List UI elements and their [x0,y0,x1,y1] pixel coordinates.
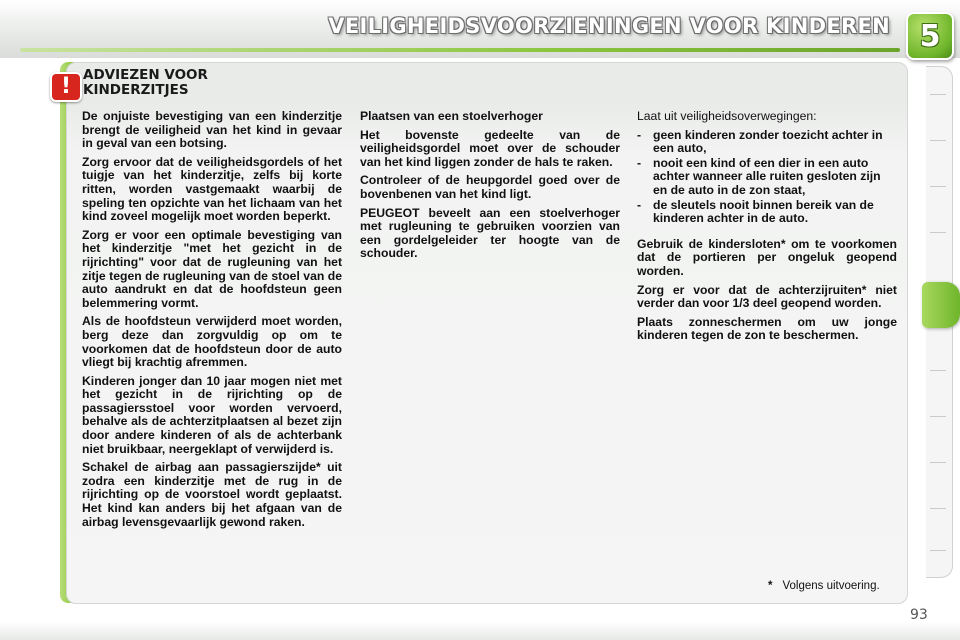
footnote-asterisk: * [768,580,773,592]
dash-bullet: - [637,127,642,142]
chapter-tab-divider [930,186,946,187]
list-item [637,157,897,198]
paragraph: Laat uit veiligheidsoverwegingen: [637,109,817,123]
dash-bullet: - [637,155,642,170]
footnote-text: Volgens uitvoering. [782,580,880,592]
list-item [637,129,897,156]
page-title: VEILIGHEIDSVOORZIENINGEN VOOR KINDEREN [328,14,890,38]
paragraph: Zorg er voor dat de achterzijruiten* niet verder dan voor 1/3 deel geopend worden. [637,282,897,311]
chapter-badge [906,12,954,60]
column-right [637,110,897,348]
paragraph: Controleer of de heupgordel goed over de bovenbenen van het kind ligt. [360,173,620,201]
paragraph: PEUGEOT beveelt aan een stoelverhoger met rugleuning te gebruiken voorzien van een gordelgeleider ter hoogte van de schouder. [360,205,620,261]
paragraph [82,156,342,224]
paragraph: Kinderen jonger dan 10 jaar mogen niet met het gezicht in de rijrichting op de passagiersstoel voor worden vervoerd, behalve als de achterzitplaatsen al bezet zijn door andere kinderen of als de achterbank niet bruikbaar, neergeklapt of verwijderd is. [82,373,342,456]
section-title-line2: KINDERZITJES [83,82,189,98]
paragraph: Schakel de airbag aan passagierszijde* uit zodra een kinderzitje met de rug in de rijrichting op de voorstoel wordt geplaatst. Het kind kan anders bij het afgaan van de airbag levensgevaarlijk gewond raken. [82,460,342,529]
exclamation-icon: ! [60,74,72,99]
paragraph: Gebruik de kindersloten* om te voorkomen dat de portieren per ongeluk geopend worden. [637,236,897,278]
list-item-text: geen kinderen zonder toezicht achter in een auto, [653,127,883,156]
column-middle [360,110,620,266]
chapter-tab-divider [930,140,946,141]
page-number: 93 [910,607,928,623]
list-item [637,199,897,226]
text-run: . [327,209,331,224]
subsection-heading: Plaatsen van een stoelverhoger [360,109,543,123]
warning-icon [50,72,82,102]
list-item-text: nooit een kind of een dier in een auto achter wanneer alle ruiten gesloten zijn en de auto in de zon staat, [653,155,881,197]
page-footer-band [0,622,960,640]
footnote [768,580,880,592]
emphasis-text: zoveel mogelijk moet worden beperkt [110,209,328,224]
dash-bullet: - [637,197,642,212]
text-run: Zorg ervoor dat de veiligheidsgordels of het tuigje van het kinderzitje, zelfs bij korte ritten, worden vastgemaakt waarbij [82,154,342,196]
paragraph: De onjuiste bevestiging van een kinderzitje brengt de veiligheid van het kind in gevaar in geval van een botsing. [82,109,342,151]
list-item-text: de sleutels nooit binnen bereik van de kinderen achter in de auto. [653,197,874,226]
paragraph: Zorg er voor een optimale bevestiging van het kinderzitje "met het gezicht in de rijrichting" voor dat de rugleuning van het zitje tegen de rugleuning van de stoel van de auto aandrukt en dat de hoofdsteun geen belemmering vormt. [82,227,342,310]
header-accent-line [20,48,900,52]
chapter-tab-divider [930,94,946,95]
chapter-tab-active[interactable] [922,282,960,328]
paragraph: Het bovenste gedeelte van de veiligheidsgordel moet over de schouder van het kind liggen zonder de hals te raken. [360,127,620,169]
chapter-tab-divider [930,416,946,417]
chapter-tab-divider [930,462,946,463]
chapter-number: 5 [919,18,941,54]
column-left [82,110,342,534]
paragraph: Plaats zonneschermen om uw jonge kinderen tegen de zon te beschermen. [637,314,897,343]
chapter-tab-divider [930,550,946,551]
section-title [83,68,343,98]
chapter-tab-divider [930,232,946,233]
text-run: ten opzichte van het lichaam van het kind [82,195,342,224]
dash-list [637,129,897,226]
chapter-tab-divider [930,370,946,371]
emphasis-text: de speling [82,181,342,210]
section-title-line1: ADVIEZEN VOOR [83,67,208,83]
paragraph: Als de hoofdsteun verwijderd moet worden, berg deze dan zorgvuldig op om te voorkomen dat de hoofdsteun door de auto vliegt bij krachtig afremmen. [82,314,342,370]
chapter-tab-divider [930,508,946,509]
